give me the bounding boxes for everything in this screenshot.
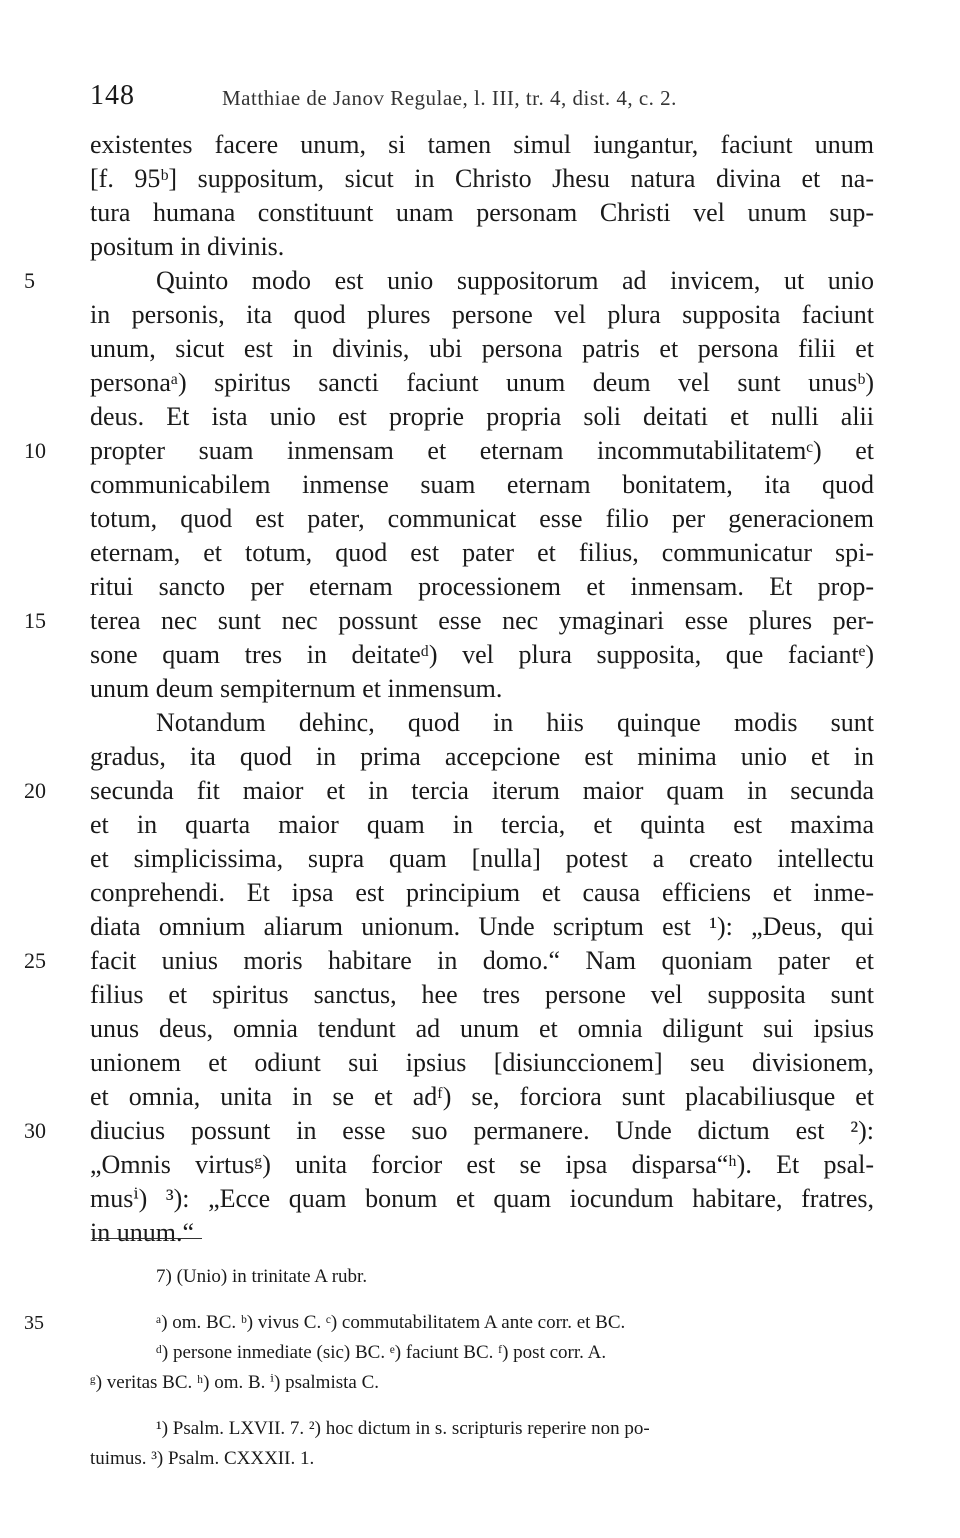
text-line: gradus, ita quod in prima accepcione est minima unio et in (90, 742, 874, 771)
line-number: 30 (24, 1118, 46, 1143)
text-line: musⁱ) ³): „Ecce quam bonum et quam iocundum habitare, fratres, (90, 1184, 874, 1213)
variant-note-line (24, 1308, 874, 1338)
footnote-divider (92, 1238, 202, 1239)
text-line-content: propter suam inmensam et eternam incommutabilitatemᶜ) et (90, 436, 874, 465)
text-line-content: secunda fit maior et in tercia iterum maior quam in secunda (90, 776, 874, 805)
variant-note-text: ᵃ) om. BC. ᵇ) vivus C. ᶜ) commutabilitatem A ante corr. et BC. (156, 1312, 626, 1333)
marginal-note: 7) (Unio) in trinitate A rubr. (156, 1266, 368, 1287)
text-line: diata omnium aliarum unionum. Unde scriptum est ¹): „Deus, qui (90, 912, 874, 941)
text-line: et in quarta maior quam in tercia, et quinta est maxima (90, 810, 874, 839)
line-number: 25 (24, 948, 46, 973)
text-line: sone quam tres in deitateᵈ) vel plura supposita, que faciantᵉ) (90, 640, 874, 669)
text-line: in unum.“ (90, 1218, 194, 1247)
page-header (90, 80, 870, 120)
text-line: tura humana constituunt unam personam Christi vel unum sup- (90, 198, 874, 227)
text-line-content: terea nec sunt nec possunt esse nec ymaginari esse plures per- (90, 606, 874, 635)
text-line-30 (24, 1114, 874, 1148)
line-number: 5 (24, 268, 35, 293)
line-number: 10 (24, 438, 46, 463)
source-note-line: tuimus. ³) Psalm. CXXXII. 1. (90, 1448, 315, 1469)
footnotes (24, 1262, 874, 1474)
text-line: in personis, ita quod plures persone vel plura supposita faciunt (90, 300, 874, 329)
variant-note-line: ᵈ) persone inmediate (sic) BC. ᵉ) faciunt BC. ᶠ) post corr. A. (156, 1342, 607, 1363)
text-line: unum, sicut est in divinis, ubi persona patris et persona filii et (90, 334, 874, 363)
text-line: unum deum sempiternum et inmensum. (90, 674, 503, 703)
text-line: positum in divinis. (90, 232, 285, 261)
text-line: filius et spiritus sanctus, hee tres persone vel supposita sunt (90, 980, 874, 1009)
text-line: „Omnis virtusᵍ) unita forcior est se ipsa disparsa“ʰ). Et psal- (90, 1150, 874, 1179)
text-line: existentes facere unum, si tamen simul iungantur, faciunt unum (90, 130, 874, 159)
text-line-25 (24, 944, 874, 978)
text-line: [f. 95ᵇ] suppositum, sicut in Christo Jhesu natura divina et na- (90, 164, 874, 193)
text-line: eternam, et totum, quod est pater et filius, communicatur spi- (90, 538, 874, 567)
text-line-15 (24, 604, 874, 638)
text-line-content: Quinto modo est unio suppositorum ad invicem, ut unio (156, 266, 874, 295)
text-line-5 (24, 264, 874, 298)
text-line: conprehendi. Et ipsa est principium et causa efficiens et inme- (90, 878, 874, 907)
text-line-10 (24, 434, 874, 468)
line-number: 35 (24, 1312, 44, 1334)
text-line: unus deus, omnia tendunt ad unum et omnia diligunt sui ipsius (90, 1014, 874, 1043)
text-line: totum, quod est pater, communicat esse filio per generacionem (90, 504, 874, 533)
line-number: 15 (24, 608, 46, 633)
text-line-content: diucius possunt in esse suo permanere. Unde dictum est ²): (90, 1116, 874, 1145)
text-line: ritui sancto per eternam processionem et inmensam. Et prop- (90, 572, 874, 601)
line-number: 20 (24, 778, 46, 803)
text-line: Notandum dehinc, quod in hiis quinque modis sunt (156, 708, 874, 737)
page-number: 148 (90, 80, 135, 111)
main-text (24, 128, 874, 1250)
variant-note-line: ᵍ) veritas BC. ʰ) om. B. ⁱ) psalmista C. (90, 1372, 380, 1393)
text-line: communicabilem inmense suam eternam bonitatem, ita quod (90, 470, 874, 499)
source-note-line: ¹) Psalm. LXVII. 7. ²) hoc dictum in s. scripturis reperire non po- (156, 1418, 650, 1439)
text-line: personaᵃ) spiritus sancti faciunt unum deum vel sunt unusᵇ) (90, 368, 874, 397)
text-line: deus. Et ista unio est proprie propria soli deitati et nulli alii (90, 402, 874, 431)
running-head: Matthiae de Janov Regulae, l. III, tr. 4, dist. 4, c. 2. (222, 86, 677, 110)
text-line: et simplicissima, supra quam [nulla] potest a creato intellectu (90, 844, 874, 873)
text-line: unionem et odiunt sui ipsius [disiunccionem] seu divisionem, (90, 1048, 874, 1077)
text-line-20 (24, 774, 874, 808)
text-line: et omnia, unita in se et adᶠ) se, forciora sunt placabiliusque et (90, 1082, 874, 1111)
text-line-content: facit unius moris habitare in domo.“ Nam quoniam pater et (90, 946, 874, 975)
